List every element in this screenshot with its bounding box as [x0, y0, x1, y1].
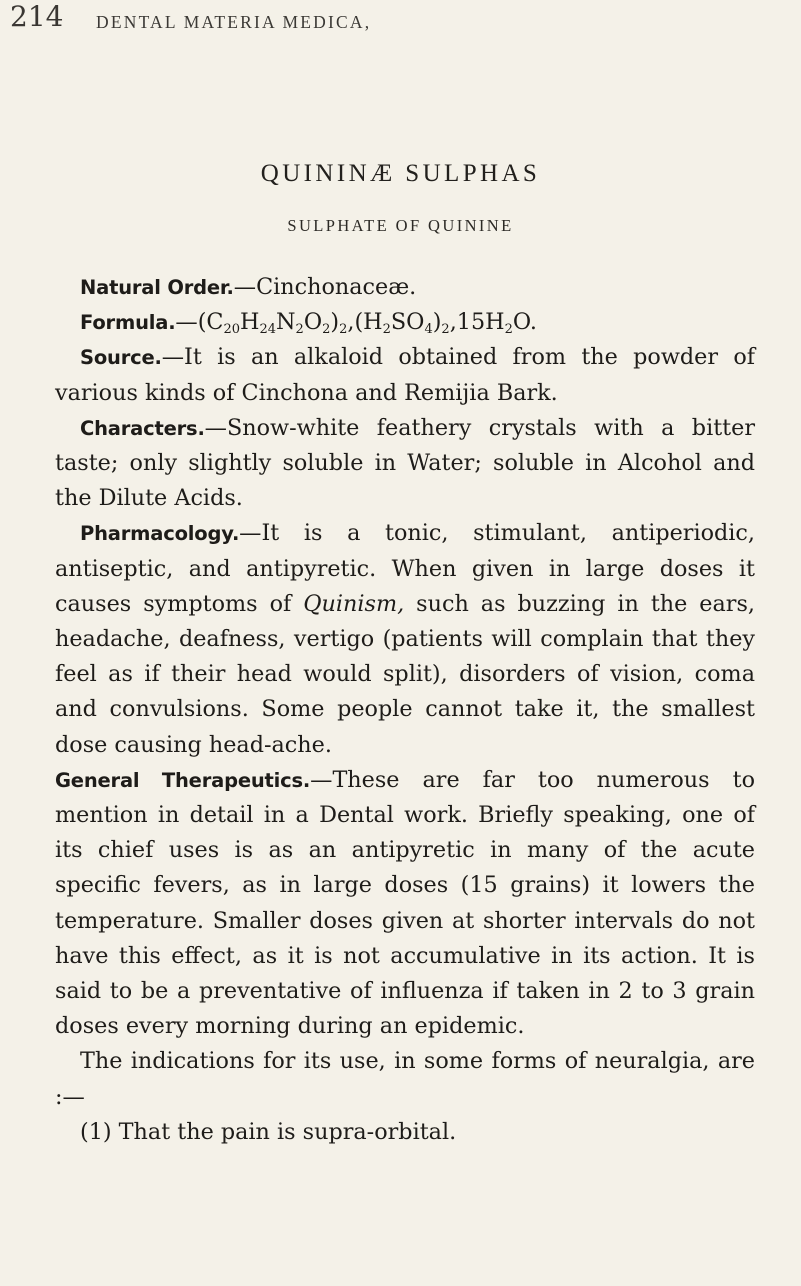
characters-label: Characters.: [80, 416, 205, 440]
pharmacology-text: —It is a tonic, stimulant, antiperiodic, antiseptic, and antipyretic. When given in large doses it causes symptoms of: [55, 520, 755, 617]
indications-paragraph: The indications for its use, in some forms of neuralgia, are :—: [55, 1048, 755, 1110]
page-number: 214: [10, 0, 64, 33]
therapeutics-paragraph: [55, 763, 755, 1045]
natural-order-text: —Cinchonaceæ.: [233, 274, 417, 300]
pharmacology-label: Pharmacology.: [80, 522, 240, 546]
source-text: —It is an alkaloid obtained from the powder of various kinds of Cinchona and Remijia Bark.: [55, 344, 755, 406]
source-paragraph: [55, 340, 755, 410]
therapeutics-text: —These are far too numerous to mention in detail in a Dental work. Briefly speaking, one of its chief uses is as an antipyretic in many of the acute specific fevers, as in large doses (15 grains) it lowers the temperature. Smaller doses given at shorter intervals do not have this effect, as it is not accumulative in its action. It is said to be a preventative of influenza if taken in 2 to 3 grain doses every morning during an epidemic.: [55, 766, 755, 1040]
pharmacology-paragraph: [55, 516, 755, 762]
source-label: Source.: [80, 346, 162, 370]
section-subtitle: SULPHATE OF QUININE: [287, 216, 514, 235]
therapeutics-label: General Therapeutics.: [55, 768, 311, 792]
running-head: DENTAL MATERIA MEDICA,: [96, 12, 372, 32]
pharmacology-text-continued: such as buzzing in the ears, headache, deafness, vertigo (patients will complain that they feel as if their head would split), disorders of vision, coma and convulsions. Some people cannot take it, the smallest dose causing head-ache.: [55, 590, 755, 758]
natural-order-paragraph: [55, 270, 755, 305]
formula-dash: —: [175, 309, 198, 336]
formula-label: Formula.: [80, 311, 176, 335]
natural-order-label: Natural Order.: [80, 276, 234, 299]
characters-paragraph: [55, 411, 755, 517]
list-item: (1) That the pain is supra-orbital.: [80, 1118, 457, 1145]
body-text: [55, 270, 755, 1150]
section-title: QUININÆ SULPHAS: [260, 160, 541, 187]
formula-paragraph: [55, 305, 755, 340]
characters-text: —Snow-white feathery crystals with a bitter taste; only slightly soluble in Water; soluble in Alcohol and the Dilute Acids.: [55, 414, 755, 512]
pharmacology-emphasis: Quinism,: [303, 590, 405, 617]
formula-expression: $(C_{20}H_{24}N_2O_2)_2,(H_2SO_4)_2,15H_2O$.: [197, 309, 537, 338]
